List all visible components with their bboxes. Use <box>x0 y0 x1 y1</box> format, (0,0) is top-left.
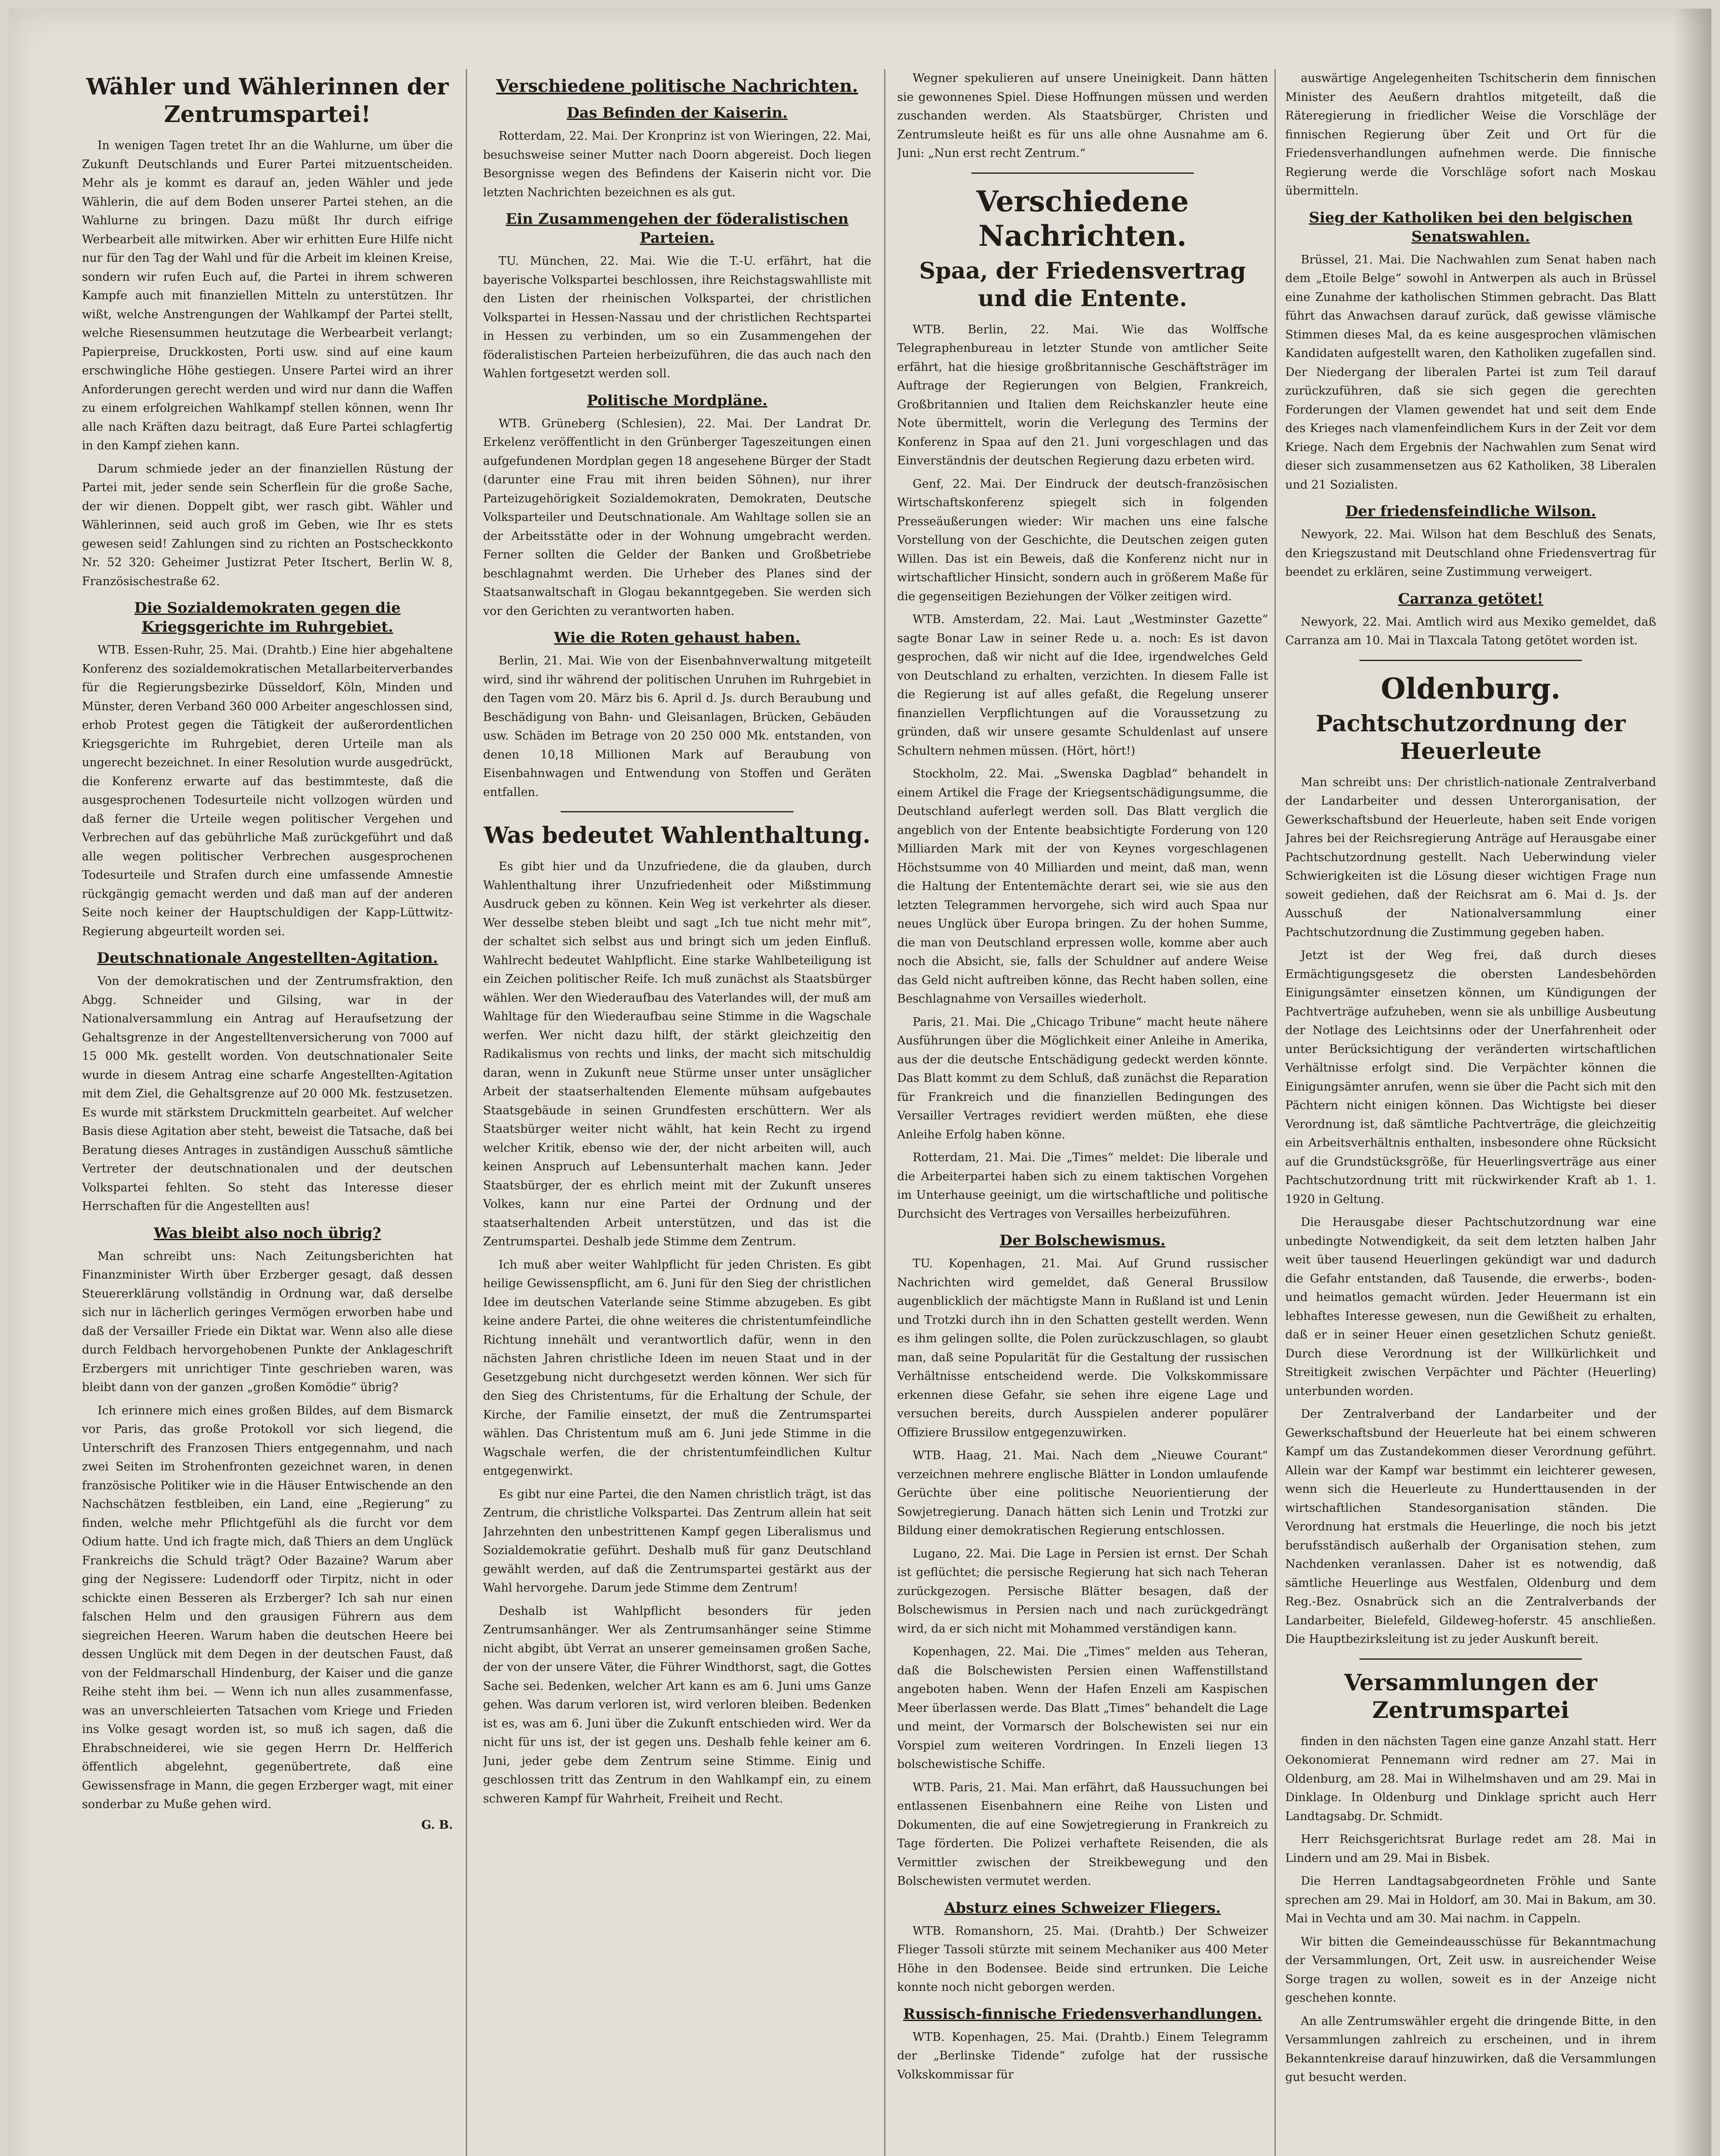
article-paragraph: Lugano, 22. Mai. Die Lage in Persien ist ernst. Der Schah ist geflüchtet; die persische Regierung hat sich nach Teheran zurückgezogen. Persische Blätter besagen, daß der Bolschewismus in Persien nach und nach zurückgedrängt wird, da er sich nicht mit Mohammed verständigen kann. <box>897 1547 1268 1636</box>
article-paragraph: auswärtige Angelegenheiten Tschitscherin dem finnischen Minister des Aeußern drahtlos mitgeteilt, daß die Räteregierung in friedlicher Weise die Vorschläge der finnischen Regierung über Zeit und Ort für die Friedensverhandlungen aufnehmen werde. Die finnische Regierung werde die Vorschläge sofort nach Moskau übermitteln. <box>1285 72 1656 197</box>
headline-spaa: Spaa, der Friedensvertrag und die Entente. <box>919 257 1246 312</box>
column-1 <box>82 69 453 1832</box>
article-paragraph: TU. München, 22. Mai. Wie die T.-U. erfährt, hat die bayerische Volkspartei beschlossen, ihre Reichstagswahlliste mit den Listen der rheinischen Volkspartei, der christlichen Volkspartei in Hessen-Nassau und der christlichen Rechtspartei in Hessen zu verbinden, um so ein Zusammengehen der föderalistischen Parteien herbeizuführen, die das auch nach den Wahlen fortgesetzt werden soll. <box>483 254 871 380</box>
subheading-wilson: Der friedensfeindliche Wilson. <box>1345 503 1596 520</box>
article-paragraph: Es gibt hier und da Unzufriedene, die da glauben, durch Wahlenthaltung ihrer Unzufriedenheit oder Mißstimmung Ausdruck geben zu können. Kein Weg ist verkehrter als dieser. Wer desselbe steben bleibt und sagt „Ich tue nicht mehr mit“, der schaltet sich selbst aus und bringt sich um jeden Einfluß. Wahlrecht bedeutet Wahlpflicht. Eine starke Wahlbeteiligung ist ein Zeichen politischer Reife. Ich muß zunächst als Staatsbürger wählen. Wer den Wiederaufbau des Vaterlandes will, der muß am Wahltage für den Wiederaufbau seine Stimme in die Wagschale werfen. Wer nicht dazu hilft, der stärkt gleichzeitig den Radikalismus von rechts und links, der macht sich mitschuldig daran, wenn in Zukunft neue Stürme unser unter unsäglicher Arbeit der staatserhaltenden Elemente mühsam aufgebautes Staatsgebäude in seinen Grundfesten erschüttern. Wer als Staatsbürger weiter nicht wählt, hat kein Recht zu irgend welcher Kritik, ebenso wie der, der nicht arbeiten will, auch keinen Anspruch auf Lebensunterhalt machen kann. Jeder Staatsbürger, der es ehrlich meint mit der Zukunft unseres Volkes, kann nur eine Partei der Ordnung und der staatserhaltenden Arbeit unterstützen, und das ist die Zentrumspartei. Deshalb jede Stimme dem Zentrum. <box>483 860 871 1248</box>
article-paragraph: Newyork, 22. Mai. Amtlich wird aus Mexiko gemeldet, daß Carranza am 10. Mai in Tlaxcala Tatong getötet worden ist. <box>1285 615 1656 647</box>
article-paragraph: Es gibt nur eine Partei, die den Namen christlich trägt, ist das Zentrum, die christliche Volkspartei. Das Zentrum allein hat seit Jahrzehnten den unbestrittenen Kampf gegen Liberalismus und Sozialdemokratie geführt. Deshalb muß für ganz Deutschland gewählt werden, auf daß die Zentrumspartei gestärkt aus der Wahl hervorgehe. Darum jede Stimme dem Zentrum! <box>483 1487 871 1595</box>
column-3 <box>897 69 1268 2088</box>
article-paragraph: Wegner spekulieren auf unsere Uneinigkeit. Dann hätten sie gewonnenes Spiel. Diese Hoffnungen müssen und werden zuschanden werden. Als Staatsbürger, Christen und Zentrumsleute heißt es für uns alle ohne Ausnahme am 6. Juni: „Nun erst recht Zentrum.“ <box>897 72 1268 160</box>
article-paragraph: WTB. Kopenhagen, 25. Mai. (Drahtb.) Einem Telegramm der „Berlinske Tidende“ zufolge hat der russische Volkskommissar für <box>897 2030 1268 2081</box>
divider-rule <box>1359 1658 1582 1660</box>
article-paragraph: WTB. Amsterdam, 22. Mai. Laut „Westminster Gazette“ sagte Bonar Law in seiner Rede u. a. noch: Es ist davon gesprochen, daß wir nicht auf die Idee, irgendwelches Geld von Deutschland zu erhalten, verzichten. In diesem Falle ist die Regierung ist auf alles gefaßt, die Regelung unserer finanziellen Verpflichtungen auf die Voraussetzung zu gründen, daß wir unsere gesamte Schuldenlast auf unsere Schultern nehmen müssen. (Hört, hört!) <box>897 613 1268 758</box>
article-paragraph: WTB. Haag, 21. Mai. Nach dem „Nieuwe Courant“ verzeichnen mehrere englische Blätter in London umlaufende Gerüchte über eine politische Neuorientierung der Sowjetregierung. Danach hätten sich Lenin und Trotzki zur Bildung einer demokratischen Regierung entschlossen. <box>897 1449 1268 1537</box>
signature: G. B. <box>421 1818 453 1832</box>
subheading-bolschewismus: Der Bolschewismus. <box>999 1232 1166 1249</box>
subheading-foederalistisch: Ein Zusammengehen der föderalistischen Parteien. <box>505 210 849 247</box>
article-paragraph: Ich erinnere mich eines großen Bildes, auf dem Bismarck vor Paris, das große Protokoll vor sich liegend, die Unterschrift des Franzosen Thiers entgegennahm, und nach zwei Seiten im Strohenfronten gezeichnet waren, in denen französische Politiker wie in die Häuser Entwischende an den Nachschätzen festbleiben, ein Land, eine „Regierung“ zu finden, welche mehr Pflichtgefühl als die furcht vor dem Odium hatte. Und ich fragte mich, daß Thiers an dem Unglück Frankreichs die Schuld trägt? Oder Bazaine? Warum aber ging der Negissere: Ludendorff oder Tirpitz, nicht in oder schickte einen Besseren als Erzberger? Ich sah nur einen falschen Helm und den grausigen Führern aus dem siegreichen Heeren. Warum haben die deutschen Heere bei dessen Unglück mit dem Degen in der deutschen Faust, daß von der Feldmarschall Hindenburg, der Kaiser und die ganze Reihe steht ihm bei. — Wenn ich nun alles zusammenfasse, was an unverschleierten Tatsachen vom Kriege und Frieden ins Volke gesagt worden ist, so muß ich sagen, daß die Ehrabschneiderei, wie sie gegen Herrn Dr. Helfferich öffentlich abgelehnt, gegenübertrete, daß eine Gewissensfrage in Mann, die gegen Erzberger wagt, mit einer sonderbar zu Muße gehen wird. <box>82 1404 453 1811</box>
column-divider <box>884 69 885 2156</box>
article-paragraph: Die Herausgabe dieser Pachtschutzordnung war eine unbedingte Notwendigkeit, da seit dem letzten halben Jahr weit über tausend Heuerlingen gekündigt war und dadurch die Gefahr entstanden, daß Tausende, die erwerbs-, boden- und heimatlos gemacht würden. Jeder Heuermann ist ein lebhaftes Interesse gewesen, nun die Gewißheit zu erhalten, daß er in seiner Heuer einen gesetzlichen Schutz genießt. Durch diese Verordnung ist der Willkürlichkeit und Streitigkeit zwischen Verpächter und Pächter (Heuerling) unterbunden worden. <box>1285 1216 1656 1398</box>
headline-oldenburg: Oldenburg. <box>1381 671 1561 705</box>
headline-verschiedene-nachrichten: Verschiedene Nachrichten. <box>976 184 1189 253</box>
article-paragraph: WTB. Essen-Ruhr, 25. Mai. (Drahtb.) Eine hier abgehaltene Konferenz des sozialdemokratischen Metallarbeiterverbandes für die Regierungsbezirke Düsseldorf, Köln, Minden und Münster, deren Verband 360 000 Arbeiter angeschlossen sind, erhob Protest gegen die Tätigkeit der außerordentlichen Kriegsgerichte im Ruhrgebiet, deren Urteile man als ungerecht bezeichnet. In einer Resolution wurde ausgedrückt, die Konferenz erwarte auf das bestimmteste, daß die ausgesprochenen Todesurteile nicht vollzogen würden und daß ferner die Urteile wegen politischer Vergehen und Verbrechen auf das gebührliche Maß zurückgeführt und daß alle wegen politischer Verbrechen ausgesprochenen Todesurteile und Strafen durch eine umfassende Amnestie rückgängig gemacht werden und daß man auf der anderen Seite noch keiner der Hauptschuldigen der Kapp-Lüttwitz-Regierung abgeurteilt worden sei. <box>82 643 453 938</box>
subheading-was-bleibt: Was bleibt also noch übrig? <box>154 1224 381 1242</box>
article-paragraph: Rotterdam, 21. Mai. Die „Times“ meldet: Die liberale und die Arbeiterpartei haben sich zu einem taktischen Vorgehen im Unterhause geeinigt, um die wirtschaftliche und politische Durchsicht des Vertrages von Versailles herbeizuführen. <box>897 1151 1268 1221</box>
article-paragraph: Man schreibt uns: Nach Zeitungsberichten hat Finanzminister Wirth über Erzberger gesagt, daß dessen Steuererklärung vollständig in Ordnung war, daß derselbe sich nur in lächerlich geringes Vermögen erworben habe und daß der Versailler Friede ein Diktat war. Wenn also alle diese durch Feldbach hervorgehobenen Punkte der Anklageschrift Erzbergers mit unrichtiger Tinte geschrieben waren, was bleibt dann von der ganzen „großen Komödie“ übrig? <box>82 1249 453 1394</box>
article-paragraph: Kopenhagen, 22. Mai. Die „Times“ melden aus Teheran, daß die Bolschewisten Persien einen Waffenstillstand angeboten haben. Wenn der Hafen Enzeli am Kaspischen Meer überlassen werde. Das Blatt „Times“ behandelt die Lage und meint, der Vormarsch der Bolschewisten sei nur ein Vorspiel zum weiteren Vordringen. In Enzeli liegen 13 bolschewistische Schiffe. <box>897 1645 1268 1771</box>
headline-wahlenthaltung: Was bedeutet Wahlenthaltung. <box>483 822 871 849</box>
article-paragraph: Berlin, 21. Mai. Wie von der Eisenbahnverwaltung mitgeteilt wird, sind ihr während der politischen Unruhen im Ruhrgebiet in den Tagen vom 20. März bis 6. April d. Js. durch Beraubung und Beschädigung von Bahn- und Gleisanlagen, Brücken, Gebäuden usw. Schäden im Betrage von 20 250 000 Mk. entstanden, von denen 10,18 Millionen Mark auf Beraubung von Eisenbahnwagen und Entwendung von Stoffen und Geräten entfallen. <box>483 654 871 799</box>
article-paragraph: WTB. Paris, 21. Mai. Man erfährt, daß Haussuchungen bei entlassenen Eisenbahnern eine Reihe von Listen und Dokumenten, die auf eine Sowjetregierung in Frankreich zu Tage förderten. Die Polizei verhaftete Reisenden, die als Vermittler zwischen der Streikbewegung und den Bolschewisten vermutet werden. <box>897 1780 1268 1888</box>
article-paragraph: Newyork, 22. Mai. Wilson hat dem Beschluß des Senats, den Kriegszustand mit Deutschland ohne Friedensvertrag für beendet zu erklären, seine Zustimmung verweigert. <box>1285 528 1656 579</box>
headline-politische-nachrichten: Verschiedene politische Nachrichten. <box>496 76 858 96</box>
subheading-friedensverhandlungen: Russisch-finnische Friedensverhandlungen. <box>903 2005 1262 2023</box>
subheading-angestellten: Deutschnationale Angestellten-Agitation. <box>97 950 438 967</box>
headline-versammlungen: Versammlungen der Zentrumspartei <box>1344 1669 1598 1724</box>
subheading-flieger: Absturz eines Schweizer Fliegers. <box>944 1899 1221 1917</box>
article-paragraph: In wenigen Tagen tretet Ihr an die Wahlurne, um über die Zukunft Deutschlands und Eurer Partei mitzuentscheiden. Mehr als je kommt es darauf an, jeden Wähler und jede Wählerin, die auf dem Boden unserer Partei stehen, an die Wahlurne zu bringen. Dazu müßt Ihr durch eifrige Werbearbeit alle mitwirken. Aber wir erhitten Eure Hilfe nicht nur für den Tag der Wahl und für die Arbeit im kleinen Kreise, sondern wir rufen Euch auf, die Partei in ihrem schweren Kampfe auch mit finanziellen Mitteln zu unterstützen. Ihr wißt, welche Anstrengungen der Wahlkampf der Partei stellt, welche Riesensummen heutzutage die Werbearbeit verlangt; Papierpreise, Druckkosten, Porti usw. sind auf eine kaum erschwingliche Höhe gestiegen. Unsere Partei wird an ihrer Anforderungen gerecht werden und wird nur dann die Waffen zu einem erfolgreichen Wahlkampf stellen können, wenn Ihr alle nach Kräften dazu beitragt, daß Eure Partei schlagfertig in den Kampf ziehen kann. <box>82 139 453 452</box>
article-paragraph: Rotterdam, 22. Mai. Der Kronprinz ist von Wieringen, 22. Mai, besuchsweise seiner Mutter nach Doorn abgereist. Doch liegen Besorgnisse wegen des Befindens der Kaiserin nicht vor. Die letzten Nachrichten bezeichnen es als gut. <box>483 129 871 199</box>
divider-rule <box>1359 660 1582 661</box>
article-paragraph: Ich muß aber weiter Wahlpflicht für jeden Christen. Es gibt heilige Gewissenspflicht, am 6. Juni für den Sieg der christlichen Idee im deutschen Vaterlande seine Stimme abzugeben. Es gibt keine andere Partei, die ohne weiteres die christentumfeindliche Richtung innehält und verantwortlich dafür, wenn in den nächsten Jahren christliche Ideen im neuen Staat und in der Gesetzgebung nicht durchgesetzt werden können. Wer sich für den Sieg des Christentums, für die Erhaltung der Schule, der Kirche, der Familie einsetzt, der muß die Zentrumspartei wählen. Das Christentum muß am 6. Juni jede Stimme in die Wagschale werfen, die der christentumfeindlichen Kultur entgegenwirkt. <box>483 1258 871 1478</box>
divider-rule <box>561 811 794 812</box>
article-paragraph: Stockholm, 22. Mai. „Swenska Dagblad“ behandelt in einem Artikel die Frage der Kriegsentschädigungsumme, die Deutschland auferlegt werden soll. Das Blatt verglich die angeblich von der Entente beabsichtigte Forderung von 120 Milliarden Mark mit der von Keynes vorgeschlagenen Höchstsumme von 40 Milliarden und meint, daß man, wenn die Haltung der Ententemächte derart sei, wie sie aus den letzten Telegrammen hervorgehe, sich wird auch Spaa nur neues Unglück über Europa bringen. Zu der hohen Summe, die man von Deutschland erpressen wolle, komme aber auch noch die Absicht, sie, falls der Schuldner auf andere Weise das Geld nicht auftreiben könne, das Recht haben sollen, eine Beschlagnahme von Versailles wiederholt. <box>897 767 1268 1006</box>
article-paragraph: Genf, 22. Mai. Der Eindruck der deutsch-französischen Wirtschaftskonferenz spiegelt sich in folgenden Presseäußerungen wieder: Wir machen uns eine falsche Vorstellung von der Geschichte, die Deutschen zeigen guten Willen. Das ist ein Beweis, daß die Konferenz nicht nur in wirtschaftlicher Hinsicht, sondern auch in größerem Maße für die gegenseitigen Beziehungen der Völker zeitigen wird. <box>897 477 1268 603</box>
article-paragraph: Paris, 21. Mai. Die „Chicago Tribune“ macht heute nähere Ausführungen über die Möglichkeit einer Anleihe in Amerika, aus der die deutsche Entschädigung gedeckt werden könnte. Das Blatt kommt zu dem Schluß, daß zunächst die Reparation für Frankreich und die finanziellen Bedingungen des Versailler Vertrages revidiert werden müßten, ehe diese Anleihe Erfolg haben könne. <box>897 1015 1268 1141</box>
subheading-sozialdemokraten: Die Sozialdemokraten gegen die Kriegsgerichte im Ruhrgebiet. <box>134 599 401 636</box>
article-paragraph: An alle Zentrumswähler ergeht die dringende Bitte, in den Versammlungen zahlreich zu erscheinen, und in ihrem Bekanntenkreise darauf hinzuwirken, daß die Versammlungen gut besucht werden. <box>1285 2014 1656 2084</box>
article-paragraph: WTB. Grüneberg (Schlesien), 22. Mai. Der Landrat Dr. Erkelenz veröffentlicht in den Grünberger Tageszeitungen einen aufgefundenen Mordplan gegen 18 angesehene Bürger der Stadt (darunter eine Frau mit ihren beiden Söhnen), nur ihrer Parteizugehörigkeit Sozialdemokraten, Demokraten, Deutsche Volksparteiler und Deutschnationale. Am Wahltage sollen sie an der Arbeitsstätte oder in der Wohnung umgebracht werden. Ferner sollten die Gelder der Banken und Großbetriebe beschlagnahmt werden. Die Urheber des Planes sind der Staatsanwaltschaft in Glogau bekanntgegeben. Sie werden sich vor den Gerichten zu verantworten haben. <box>483 417 871 618</box>
subheading-rote: Wie die Roten gehaust haben. <box>554 629 800 646</box>
subheading-carranza: Carranza getötet! <box>1398 590 1544 608</box>
article-paragraph: Die Herren Landtagsabgeordneten Fröhle und Sante sprechen am 29. Mai in Holdorf, am 30. Mai in Bakum, am 30. Mai in Vechta und am 30. Mai nachm. in Cappeln. <box>1285 1874 1656 1925</box>
page-edge-shadow <box>1673 9 1711 2156</box>
subheading-belgien: Sieg der Katholiken bei den belgischen Senatswahlen. <box>1309 209 1633 245</box>
article-paragraph: Wir bitten die Gemeindeausschüsse für Bekanntmachung der Versammlungen, Ort, Zeit usw. in ausreichender Weise Sorge tragen zu wollen, soweit es in der Anzeige nicht geschehen konnte. <box>1285 1935 1656 2005</box>
column-divider <box>1274 69 1276 2156</box>
headline-waehler: Wähler und Wählerinnen der Zentrumspartei! <box>86 74 449 128</box>
article-paragraph: Man schreibt uns: Der christlich-nationale Zentralverband der Landarbeiter und dessen Unterorganisation, der Gewerkschaftsbund der Heuerleute, haben seit Ende vorigen Jahres bei der Reichsregierung Anträge auf Herausgabe einer Pachtschutzordnung gestellt. Nach Ueberwindung vieler Schwierigkeiten ist die Lösung dieser wichtigen Frage nun soweit gediehen, daß der Reichsrat am 6. Mai d. Js. der Ausschuß der Nationalversammlung einer Pachtschutzordnung die Zustimmung gegeben haben. <box>1285 775 1656 939</box>
column-2 <box>483 69 871 1812</box>
article-paragraph: Darum schmiede jeder an der finanziellen Rüstung der Partei mit, jeder sende sein Scherflein für die große Sache, der wir dienen. Doppelt gibt, wer rasch gibt. Wähler und Wählerinnen, seid auch groß im Geben, wie Ihr es stets gewesen seid! Zahlungen sind zu richten an Postscheckkonto Nr. 52 320: Geheimer Justizrat Peter Itschert, Berlin W. 8, Französischestraße 62. <box>82 462 453 588</box>
article-paragraph: finden in den nächsten Tagen eine ganze Anzahl statt. Herr Oekonomierat Pennemann wird redner am 27. Mai in Oldenburg, am 28. Mai in Wilhelmshaven und am 29. Mai in Dinklage. In Oldenburg und Dinklage spricht auch Herr Landtagsabg. Dr. Schmidt. <box>1285 1734 1656 1823</box>
article-paragraph: WTB. Berlin, 22. Mai. Wie das Wolffsche Telegraphenbureau in letzter Stunde von amtlicher Seite erfährt, hat die hiesige großbritannische Geschäftsträger im Auftrage der Regierungen von Belgien, Frankreich, Großbritannien und Italien dem Reichskanzler heute eine Note übermittelt, worin die Verlegung des Termins der Konferenz in Spaa auf den 21. Juni vorgeschlagen und das Einverständnis der deutschen Regierung dazu erbeten wird. <box>897 323 1268 467</box>
subheading-kaiserin: Das Befinden der Kaiserin. <box>566 104 788 122</box>
article-paragraph: WTB. Romanshorn, 25. Mai. (Drahtb.) Der Schweizer Flieger Tassoli stürzte mit seinem Mechaniker aus 400 Meter Höhe in den Bodensee. Beide sind ertrunken. Die Leiche konnte noch nicht geborgen werden. <box>897 1924 1268 1994</box>
article-paragraph: Deshalb ist Wahlpflicht besonders für jeden Zentrumsanhänger. Wer als Zentrumsanhänger seine Stimme nicht abgibt, übt Verrat an unserer gemeinsamen großen Sache, der von der unsere Väter, die Führer Windthorst, sagt, die Gottes Sache sei. Bedenken, welcher Art kann es am 6. Juni ums Ganze gehen. Was darum verloren ist, wird verloren bleiben. Bedenken ist es, was am 6. Juni über die Zukunft entschieden wird. Wer da nicht für uns ist, der ist gegen uns. Deshalb fehle keiner am 6. Juni, jeder gebe dem Zentrum seine Stimme. Einig und geschlossen tritt das Zentrum in den Wahlkampf ein, zu einem schweren Kampf für Wahrheit, Freiheit und Recht. <box>483 1604 871 1805</box>
divider-rule <box>971 172 1194 174</box>
article-paragraph: Von der demokratischen und der Zentrumsfraktion, den Abgg. Schneider und Gilsing, war in der Nationalversammlung ein Antrag auf Heraufsetzung der Gehaltsgrenze in der Angestelltenversicherung von 7000 auf 15 000 Mk. gestellt worden. Von deutschnationaler Seite wurde in diesem Antrag eine scharfe Angestellten-Agitation mit dem Ziel, die Gehaltsgrenze auf 20 000 Mk. festzusetzen. Es wurde mit stärkstem Druckmitteln gearbeitet. Auf welcher Basis diese Agitation aber steht, beweist die Tatsache, daß bei Beratung dieses Antrages in zuständigen Ausschuß sämtliche Vertreter der deutschnationalen und der deutschen Volkspartei fehlten. So steht das Interesse dieser Herrschaften für die Angestellten aus! <box>82 975 453 1213</box>
article-paragraph: TU. Kopenhagen, 21. Mai. Auf Grund russischer Nachrichten wird gemeldet, daß General Brussilow augenblicklich der mächtigste Mann in Rußland ist und Lenin und Trotzki durch ihn in den Schatten gestellt werden. Wenn es ihm gelingen sollte, die Polen zurückzuschlagen, so glaubt man, daß seine Popularität für die Gestaltung der russischen Verhältnisse entscheidend werde. Die Volkskommissare erkennen diese Gefahr, sie sehen ihre eigene Lage und versuchen bereits, durch Ausspielen anderer populärer Offiziere Brussilow entgegenzuwirken. <box>897 1257 1268 1439</box>
article-paragraph: Der Zentralverband der Landarbeiter und der Gewerkschaftsbund der Heuerleute hat bei einem schweren Kampf um das Zustandekommen dieser Verordnung geführt. Allein war der Kampf war bestimmt ein leichterer gewesen, wenn sich die Heuerleute zu Hunderttausenden in der wirtschaftlichen Standesorganisation ständen. Die Verordnung hat erstmals die Heuerlinge, die noch bis jetzt berufsständisch außerhalb der Organisation stehen, zum Nachdenken veranlassen. Daher ist es notwendig, daß sämtliche Heuerlinge aus Westfalen, Oldenburg und dem Reg.-Bez. Osnabrück sich an die Zentralverbands der Landarbeiter, Bielefeld, Gildeweg-hoferstr. 45 anschließen. Die Hauptbezirksleitung ist zu jeder Auskunft bereit. <box>1285 1407 1656 1646</box>
newspaper-page <box>9 9 1711 2156</box>
article-paragraph: Herr Reichsgerichtsrat Burlage redet am 28. Mai in Lindern und am 29. Mai in Bisbek. <box>1285 1833 1656 1865</box>
article-paragraph: Brüssel, 21. Mai. Die Nachwahlen zum Senat haben nach dem „Etoile Belge“ sowohl in Antwerpen als auch in Brüssel eine Zunahme der katholischen Stimmen gebracht. Das Blatt führt das Anwachsen darauf zurück, daß gewisse vlämische Stimmen dieses Mal, da es keine ausgesprochen vlämischen Kandidaten aufgestellt waren, den Katholiken zugefallen sind. Der Niedergang der liberalen Partei ist zum Teil darauf zurückzuführen, daß sie sich gegen die gerechten Forderungen der Vlamen gewendet hat und seit dem Ende des Krieges nach vlamenfeindlichem Kurs in der Zeit vor dem Kriege. Nach dem Ergebnis der Nachwahlen zum Senat wird dieser sich zusammensetzen aus 62 Katholiken, 38 Liberalen und 21 Sozialisten. <box>1285 253 1656 492</box>
article-paragraph: Jetzt ist der Weg frei, daß durch dieses Ermächtigungsgesetz die obersten Landesbehörden Einigungsämter einsetzen können, um Kündigungen der Pachtverträge aufzuheben, wenn sie als unbillige Ausbeutung der Notlage des Leichtsinns oder der Unerfahrenheit oder unter Berücksichtigung der veränderten wirtschaftlichen Verhältnisse erfolgt sind. Die Verpächter können die Einigungsämter anrufen, wenn sie über die Pacht sich mit den Pächtern nicht einigen können. Das Wichtigste bei dieser Verordnung ist, daß sämtliche Pachtverträge, die gleichzeitig ein Arbeitsverhältnis enthalten, insbesondere ohne Rücksicht auf die Grundstücksgröße, für Heuerlingsverträge aus einer Pachtschutzordnung tritt mit rückwirkender Kraft ab 1. 1. 1920 in Geltung. <box>1285 949 1656 1206</box>
column-4 <box>1285 69 1656 2091</box>
headline-pachtschutz: Pachtschutzordnung der Heuerleute <box>1315 710 1626 765</box>
column-divider <box>466 69 467 2156</box>
subheading-mordplaene: Politische Mordpläne. <box>587 392 768 409</box>
